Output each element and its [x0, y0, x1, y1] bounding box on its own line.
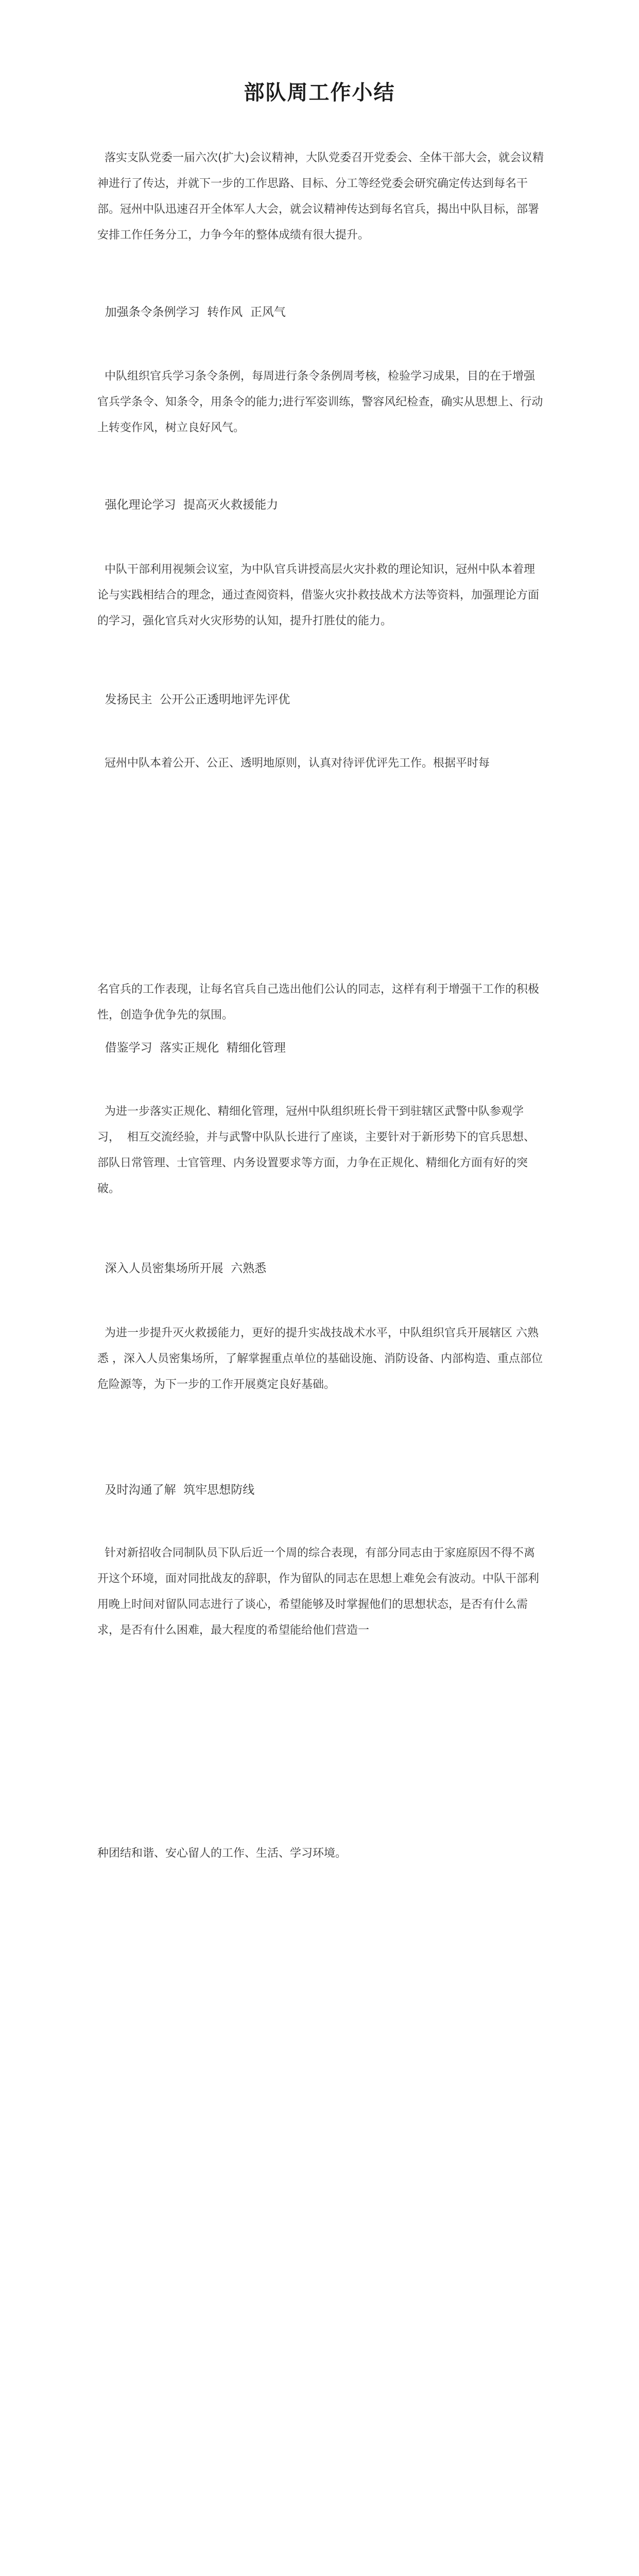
- section-heading-discipline: 加强条令条例学习 转作风 正风气: [97, 306, 286, 319]
- section-paragraph-theory: 中队干部利用视频会议室，为中队官兵讲授高层火灾扑救的理论知识，冠州中队本着理论与实践相结合的理念，通过查阅资料，借鉴火灾扑救技战术方法等资料，加强理论方面的学习，强化官兵对火灾形势的认知，提升打胜仗的能力。: [97, 563, 540, 628]
- section-paragraph-communication-part2: 种团结和谐、安心留人的工作、生活、学习环境。: [97, 1847, 347, 1860]
- section-paragraph-evaluation-part2: 名官兵的工作表现，让每名官兵自己选出他们公认的同志，这样有利于增强干工作的积极性，创造争优争先的氛围。: [97, 983, 540, 1022]
- section-paragraph-evaluation-part1: 冠州中队本着公开、公正、透明地原则，认真对待评优评先工作。根据平时每: [97, 757, 490, 770]
- section-heading-management: 借鉴学习 落实正规化 精细化管理: [97, 1041, 286, 1055]
- section-heading-evaluation: 发扬民主 公开公正透明地评先评优: [97, 693, 290, 706]
- section-heading-six-familiar: 深入人员密集场所开展 六熟悉: [97, 1262, 267, 1275]
- section-paragraph-management: 为进一步落实正规化、精细化管理，冠州中队组织班长骨干到驻辖区武警中队参观学习， 相互交流经验，并与武警中队队长进行了座谈，主要针对于新形势下的官兵思想、部队日常管理、士官管理、内务设置要求等方面，力争在正规化、精细化方面有好的突破。: [97, 1105, 535, 1195]
- section-paragraph-discipline: 中队组织官兵学习条令条例，每周进行条令条例周考核，检验学习成果，目的在于增强官兵学条令、知条令，用条令的能力;进行军姿训练，警容风纪检查，确实从思想上、行动上转变作风，树立良好风气。: [97, 370, 543, 434]
- intro-paragraph: 落实支队党委一届六次(扩大)会议精神，大队党委召开党委会、全体干部大会，就会议精神进行了传达，并就下一步的工作思路、目标、分工等经党委会研究确定传达到每名干部。冠州中队迅速召开全体军人大会，就会议精神传达到每名官兵，揭出中队目标，部署安排工作任务分工，力争今年的整体成绩有很大提升。: [97, 151, 544, 242]
- section-paragraph-communication-part1: 针对新招收合同制队员下队后近一个周的综合表现，有部分同志由于家庭原因不得不离开这个环境，面对同批战友的辞职，作为留队的同志在思想上难免会有波动。中队干部利用晚上时间对留队同志进行了谈心，希望能够及时掌握他们的思想状态，是否有什么需求，是否有什么困难，最大程度的希望能给他们营造一: [97, 1547, 540, 1637]
- section-paragraph-six-familiar: 为进一步提升灭火救援能力，更好的提升实战技战术水平，中队组织官兵开展辖区 六熟悉 ，深入人员密集场所，了解掌握重点单位的基础设施、消防设备、内部构造、重点部位危险源等，为下一步的工作开展奠定良好基础。: [97, 1327, 543, 1391]
- section-heading-communication: 及时沟通了解 筑牢思想防线: [97, 1483, 255, 1497]
- section-heading-theory: 强化理论学习 提高灭火救援能力: [97, 498, 279, 512]
- page-title: 部队周工作小结: [244, 80, 395, 105]
